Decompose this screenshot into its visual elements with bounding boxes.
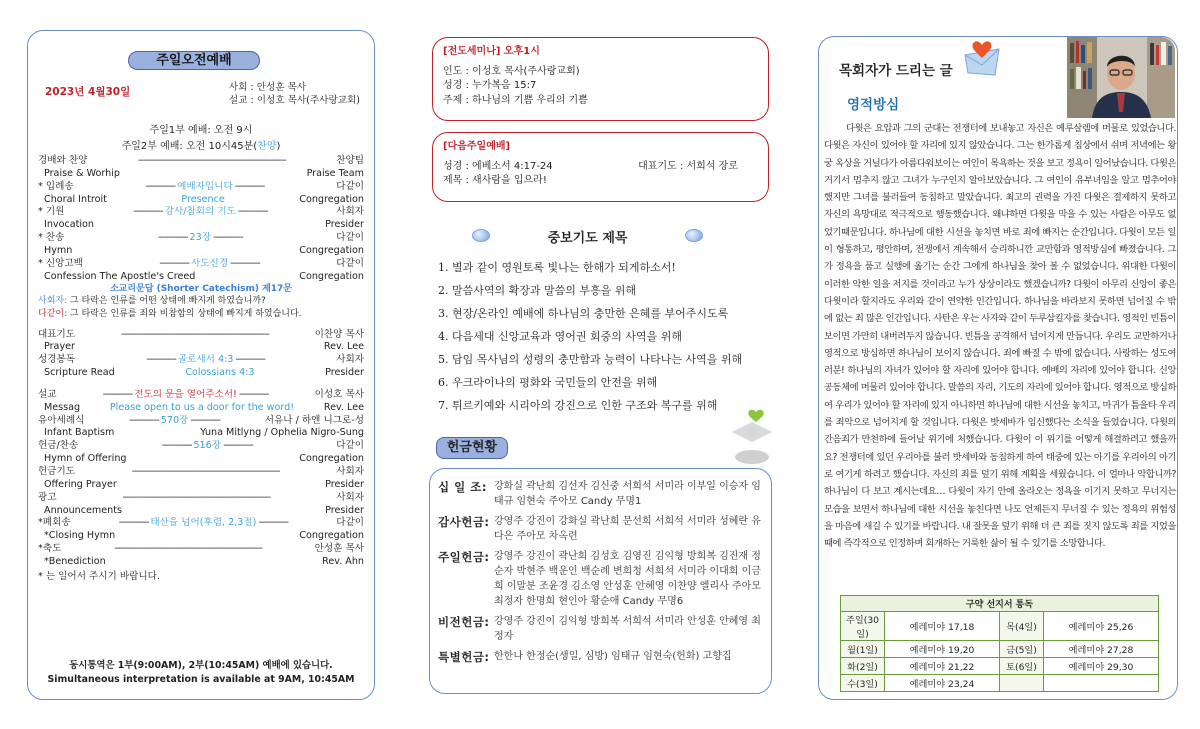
worship-order-item — [38, 155, 364, 168]
reading-day: 금(5일) — [1000, 641, 1044, 658]
worship-order-item — [38, 232, 364, 245]
service-times — [28, 123, 374, 154]
sermon-title: 영적방심 — [847, 97, 900, 113]
order-item-leader: 다같이 — [336, 180, 364, 192]
worship-order-item — [38, 258, 364, 271]
worship-order-item-en — [38, 271, 364, 284]
order-item-label: 유아세례식 — [38, 414, 85, 426]
order-item-leader: 서유나 / 하엔 니그로-성 — [264, 414, 364, 426]
worship-order-item-en — [38, 453, 364, 466]
order-item-content: ------------ 전도의 문을 열어주소서! ------------ — [102, 388, 269, 400]
order-item-label-en: Scripture Read — [44, 367, 115, 379]
order-item-content: ------------ 예배자입니다 ------------ — [145, 180, 265, 192]
prayer-title: 중보기도 제목 — [547, 231, 628, 246]
worship-order-item — [38, 415, 364, 428]
order-item-content: ------------ 516장 ------------ — [161, 440, 253, 452]
reading-passage: 예레미야 21,22 — [885, 658, 1000, 675]
prayer-item: 7. 튀르키예와 시리아의 강진으로 인한 구조와 복구를 위해 — [438, 399, 718, 412]
worship-order-item-en — [38, 556, 364, 569]
order-item-label-en: *Closing Hymn — [44, 530, 116, 542]
pastor-portrait-icon — [1067, 37, 1175, 118]
reading-day: 주일(30일) — [841, 612, 885, 641]
reading-day: 수(3일) — [841, 675, 885, 692]
order-item-leader: 이찬양 목사 — [314, 328, 364, 340]
order-of-worship — [38, 155, 364, 584]
offering-label: 감사헌금: — [438, 515, 490, 529]
worship-order-item-en — [38, 479, 364, 492]
offering-names: 강화실 곽난희 김선자 김신중 서희석 서미라 이부일 이승자 임태규 임현숙 주아모 Candy 무명1 — [494, 481, 761, 507]
offering-label: 주일헌금: — [438, 550, 490, 564]
worship-order-item-en — [38, 402, 364, 415]
order-item-content: ------------------------------------------------------------ — [131, 466, 280, 478]
order-item-leader-en: Congregation — [299, 244, 364, 256]
order-item-leader: 사회자 — [336, 354, 364, 366]
standing-note: * 는 일어서 주시기 바랍니다. — [38, 570, 160, 582]
worship-order-item-en — [38, 168, 364, 181]
order-item-content: ------------ 570장 ------------ — [129, 414, 220, 426]
bubble-icon — [685, 229, 703, 242]
order-item-label-en: Prayer — [44, 341, 75, 353]
offering-row — [438, 649, 763, 666]
order-item-label-en: Messag — [44, 401, 81, 413]
worship-date: 2023년 4월30일 — [45, 86, 131, 98]
order-item-label-en: *Benediction — [44, 555, 106, 567]
offering-label: 십 일 조: — [438, 480, 487, 494]
order-item-label: *폐회송 — [38, 517, 71, 529]
order-item-leader-en: Congregation — [299, 453, 364, 465]
order-item-leader-en: Rev. Ahn — [322, 555, 364, 567]
order-item-label-en: Announcements — [44, 504, 123, 516]
order-item-content: ------------ 23장 ------------ — [157, 232, 243, 244]
order-item-label-en: Hymn — [44, 244, 73, 256]
order-item-leader-en: Congregation — [299, 270, 364, 282]
order-item-label: 헌금/찬송 — [38, 440, 79, 452]
offering-names: 강영주 강진이 곽난희 김성호 김영진 김익형 방희복 김진재 정순자 박현주 백운인 백순례 변희청 서희석 서미라 이대희 이금희 이말분 조윤경 김소영 안성훈 안혜영 이찬양 엘리사 주아모 최정자 한명희 현인아 황순애 Candy 무명6 — [494, 551, 761, 607]
order-item-label-en: Confession The Apostle's Creed — [44, 270, 196, 282]
next-sunday-head: [다음주일예배] — [443, 141, 511, 152]
offering-title: 헌금현황 — [436, 437, 508, 459]
order-item-content: ------------------------------------------------------------ — [114, 543, 262, 555]
offering-names: 한한나 한정순(생일, 심방) 임태규 임현숙(헌화) 고향집 — [494, 651, 732, 662]
seminar-box — [432, 37, 769, 121]
reading-passage: 예레미야 25,26 — [1044, 612, 1159, 641]
prayer-item: 4. 다음세대 신앙교육과 영어권 회중의 사역을 위해 — [438, 330, 682, 343]
catechism-question: 사회자: 그 타락은 인류를 어떤 상태에 빠지게 하였습니까? — [38, 296, 266, 307]
order-item-label: * 기원 — [38, 206, 65, 218]
order-item-leader-en: Yuna Mitlyng / Ophelia Nigro-Sung — [200, 427, 364, 439]
order-item-content: ------------------------------------------------------------ — [122, 491, 271, 503]
order-item-leader: 다같이 — [336, 440, 364, 452]
pastor-letter-title: 목회자가 드리는 글 — [839, 63, 953, 79]
seminar-scripture: 성경 : 누가복음 15:7 — [443, 80, 537, 91]
next-prayer: 대표기도 : 서희석 장로 — [638, 160, 738, 172]
order-item-label: 광고 — [38, 491, 57, 503]
order-item-label-en: Infant Baptism — [44, 427, 115, 439]
reading-day — [1000, 675, 1044, 692]
order-item-label: 설교 — [38, 388, 57, 400]
offering-row — [438, 549, 763, 609]
prayer-item: 6. 우크라이나의 평화와 국민들의 안전을 위해 — [438, 376, 658, 389]
order-item-leader: 사회자 — [336, 206, 364, 218]
reading-plan-row — [841, 658, 1159, 675]
worship-order-item — [38, 329, 364, 342]
offering-names: 강영주 강진이 김익형 방희복 서희석 서미라 안성훈 안혜영 최정자 — [494, 616, 761, 642]
worship-order-item — [38, 389, 364, 402]
service-time-1: 주일1부 예배: 오전 9시 — [149, 125, 253, 136]
order-item-content-en: Please open to us a door for the word! — [109, 401, 295, 413]
seminar-leader: 인도 : 이성호 목사(주사랑교회) — [443, 65, 580, 77]
order-item-label-en: Invocation — [44, 219, 94, 231]
reading-plan-row — [841, 612, 1159, 641]
order-item-label: 대표기도 — [38, 328, 76, 340]
order-item-leader: 이성호 목사 — [314, 388, 364, 400]
decorative-shapes-icon — [730, 408, 775, 468]
order-item-leader-en: Presider — [325, 219, 364, 231]
order-item-leader: 다같이 — [336, 517, 364, 529]
order-item-label-en: Hymn of Offering — [44, 453, 127, 465]
order-item-leader: 찬양팀 — [336, 155, 364, 166]
reading-day: 화(2일) — [841, 658, 885, 675]
reading-passage: 예레미야 23,24 — [885, 675, 1000, 692]
worship-order-item-en — [38, 245, 364, 258]
next-sunday-box — [432, 132, 769, 202]
order-item-content: ------------------------------------------------------------ — [137, 155, 286, 166]
offering-label: 특별헌금: — [438, 650, 490, 664]
worship-order-item-en — [38, 341, 364, 354]
order-item-label: 헌금기도 — [38, 466, 76, 478]
order-item-label-en: Choral Introit — [44, 193, 107, 205]
order-item-content: ------------ 골로새서 4:3 ------------ — [146, 354, 265, 366]
order-item-label: *축도 — [38, 543, 62, 555]
reading-passage: 예레미야 27,28 — [1044, 641, 1159, 658]
service-time-2-note: 찬양 — [257, 140, 277, 152]
reading-day: 목(4일) — [1000, 612, 1044, 641]
worship-order-item — [38, 466, 364, 479]
reading-plan-title: 구약 선지서 통독 — [841, 596, 1159, 612]
offering-row — [438, 479, 763, 509]
order-item-leader-en: Presider — [325, 367, 364, 379]
order-item-content: ------------ 감사/참회의 기도 ------------ — [133, 206, 268, 218]
worship-order-item — [38, 492, 364, 505]
worship-order-item — [38, 543, 364, 556]
catechism-answer: 다같이: 그 타락은 인류를 죄와 비참함의 상태에 빠지게 하였습니다. — [38, 308, 302, 319]
order-item-content-en: Presence — [181, 193, 225, 205]
worship-order-item — [38, 440, 364, 453]
prayer-list — [438, 256, 778, 417]
prayer-item: 2. 말씀사역의 확장과 말씀의 부흥을 위해 — [438, 284, 636, 297]
worship-order-item — [38, 354, 364, 367]
worship-order-item-en — [38, 530, 364, 543]
order-item-leader-en: Congregation — [299, 530, 364, 542]
interpretation-note: 동시통역은 1부(9:00AM), 2부(10:45AM) 예배에 있습니다. Simultaneous interpretation is available at 9AM, 10:45AM — [47, 660, 355, 686]
reading-passage — [1044, 675, 1159, 692]
order-item-leader-en: Presider — [325, 478, 364, 490]
offering-list — [429, 468, 772, 694]
seminar-theme: 주제 : 하나님의 기쁨 우리의 기쁨 — [443, 94, 588, 106]
reading-day: 토(6일) — [1000, 658, 1044, 675]
worship-order-item-en — [38, 367, 364, 380]
order-item-leader-en: Rev. Lee — [323, 341, 364, 353]
order-item-leader: 다같이 — [336, 232, 364, 244]
reading-passage: 예레미야 19,20 — [885, 641, 1000, 658]
order-item-content: ------------ 사도신경 ------------ — [159, 257, 260, 269]
order-item-label: 성경봉독 — [38, 354, 76, 366]
worship-order-item — [38, 181, 364, 194]
worship-order-panel — [27, 30, 375, 700]
reading-passage: 예레미야 29,30 — [1044, 658, 1159, 675]
reading-passage: 예레미야 17,18 — [885, 612, 1000, 641]
order-item-leader-en: Congregation — [299, 193, 364, 205]
worship-order-item-en — [38, 194, 364, 207]
offering-label: 비전헌금: — [438, 615, 490, 629]
next-scripture: 성경 : 에베소서 4:17-24 — [443, 160, 553, 172]
prayer-item: 1. 별과 같이 영원토록 빛나는 한해가 되게하소서! — [438, 261, 676, 274]
order-item-leader: 다같이 — [336, 257, 364, 269]
order-item-label: 경배와 찬양 — [38, 155, 88, 166]
order-item-leader: 사회자 — [336, 466, 364, 478]
order-item-leader: 사회자 — [336, 491, 364, 503]
offering-row — [438, 514, 763, 544]
order-item-leader-en: Presider — [325, 504, 364, 516]
prayer-item: 5. 담임 목사님의 성령의 충만함과 능력이 나타나는 사역을 위해 — [438, 353, 743, 366]
worship-title: 주일오전예배 — [128, 51, 260, 70]
order-item-label: * 찬송 — [38, 232, 65, 244]
next-title: 제목 : 새사람을 입으라! — [443, 175, 547, 186]
order-item-label: * 입례송 — [38, 180, 74, 192]
reading-plan-row — [841, 641, 1159, 658]
officiants — [229, 82, 360, 108]
order-item-leader-en: Praise Team — [306, 167, 364, 179]
order-item-content: ------------------------------------------------------------ — [120, 328, 269, 340]
order-item-leader-en: Rev. Lee — [323, 401, 364, 413]
prayer-item: 3. 현장/온라인 예배에 하나님의 충만한 은혜를 부어주시도록 — [438, 307, 729, 320]
catechism-ref: 소교리문답 (Shorter Catechism) 제17문 — [109, 284, 292, 295]
worship-order-item-en — [38, 219, 364, 232]
order-item-leader: 안성훈 목사 — [314, 543, 364, 555]
service-time-2: 주일2부 예배: 오전 10시45분(찬양) — [121, 140, 281, 152]
pastor-photo — [1067, 37, 1175, 118]
order-item-content-en: Colossians 4:3 — [185, 367, 255, 379]
seminar-head: [전도세미나] 오후1시 — [443, 46, 540, 57]
order-item-label-en: Praise & Worhip — [44, 167, 120, 179]
heart-letter-icon — [962, 37, 1002, 77]
pastor-essay: 다윗은 요압과 그의 군대는 전쟁터에 보내놓고 자신은 예루살렘에 머물로 있었습니다. 다윗은 자신이 있어야 할 자리에 있지 않았습니다. 그는 한가롭게 침상에서 쉬며 저녁에는 왕궁 옥상을 거닐다가 아름다워보이는 여인이 목욕하는 것을 보고 정욕이 일어났습니다. 다윗은 거기서 멈추지 않고 그녀가 누구인지 알아보았습니다. 그 여인이 유부녀임을 알고 멈추어야 했지만 그녀를 불러들여 동침하고 말았습니다. 최고의 권력을 가진 다윗은 절제하지 못하고 자신의 욕망대로 적극적으로 행동했습니다. 왜냐하면 다윗을 막을 수 있는 사람은 아무도 없었기때문입니다. 하나님에 대한 시선을 놓치면 바로 죄에 빠지는 순간입니다. 다윗이 모든 일이 형통하고, 평안하며, 전쟁에서 계속해서 승리하니깐 교만함과 영적방심에 빠졌습니다. 그가 정욕을 품고 실행에 옮기는 순간 그에게 하나님을 찾아 볼 수 없었습니다. 위대한 다윗이 이러한 악한 일을 저지를 것이라고 누가 상상이라도 했겠습니까? 다윗이 아무리 신앙이 좋은 다윗이라 할지라도 우리와 같이 연약한 인간입니다. 하나님을 바라보지 못하면 넘어질 수 밖에 없는 죄 많은 인간입니다. 사탄은 우는 사자와 같이 두루삼킬자를 찾습니다. 영적인 빈틈이 보이면 가만히 내버려두지 않습니다. 빈틈을 공격해서 넘어지게 만듭니다. 우리도 교만하거나 영적으로 방심하면 하나님이 보이지 않습니다. 죄에 빠질 수 밖에 없습니다. 사랑하는 성도여러분! 하나님의 자녀가 있어야 할 자리에 있어야 합니다. 예배의 자리에 있어야 합니다. 신앙공동체에 머물러 있어야 합니다. 말씀의 자리, 기도의 자리에 있어야 합니다. 영적으로 방심하여 우리가 있어야 할 자리에 있지 아니하면 하나님에 대한 시선을 놓치고, 마귀가 틈을타 우리를 죄악으로 넘어지게 할 것입니다. 다윗은 밧세바가 임신했다는 소식을 들었습니다. 다윗의 간음죄가 만천하에 들어날 위기에 처했습니다. 다윗이 이 위기를 어떻게 해결하려고 했을까요? 전쟁터에 있던 우리아를 불러 밧세바와 동침하게 하여 태중에 있는 아기를 우리아의 아기로 여기게 하려고 했습니다. 자신의 죄를 덮기 위해 계획을 세웠습니다. 이 얼마나 악합니까? 하나님이 다 보고 계시는데요… 다윗이 자기 안에 올라오는 정욕을 이기지 못하고 무너지는 모습을 보면서 하나님에 대한 시선을 놓친다면 나도 언제든지 무너질 수 있는 정욕의 위험성을 마음에 새길 수 있기를 바랍니다. 내 잘못을 덮기 위해 더 큰 죄를 짓지 않도록 죄를 지었을때에 즉각적으로 인정하며 회개하는 거룩한 삶이 될 수 있기를 소망합니다. — [824, 123, 1176, 550]
reading-plan-row — [841, 675, 1159, 692]
worship-order-item-en — [38, 427, 364, 440]
order-item-content: ------------ 태산을 넘어(후렴, 2,3절) ------------ — [118, 517, 289, 529]
order-item-label-en: Offering Prayer — [44, 478, 117, 490]
order-item-label: * 신앙고백 — [38, 257, 83, 269]
bible-reading-plan — [840, 595, 1159, 692]
offering-row — [438, 614, 763, 644]
preacher: 설교 : 이성호 목사(주사랑교회) — [228, 94, 360, 106]
worship-order-item-en — [38, 505, 364, 518]
offering-names: 강영주 강진이 강화실 곽난희 문선희 서희석 서미라 성혜란 유다은 주아모 차옥련 — [494, 516, 761, 542]
pastor-letter-panel — [818, 36, 1178, 700]
worship-order-item — [38, 517, 364, 530]
reading-day: 월(1일) — [841, 641, 885, 658]
presider: 사회 : 안성훈 목사 — [228, 82, 307, 93]
worship-order-item — [38, 206, 364, 219]
